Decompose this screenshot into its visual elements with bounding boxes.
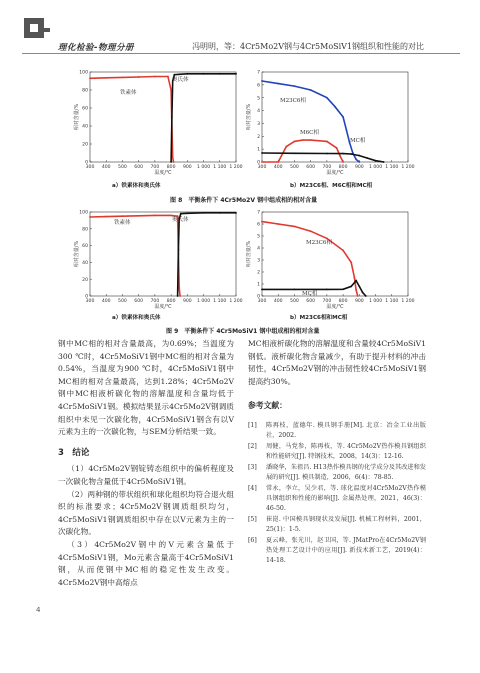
data-point [122,215,124,217]
data-point [173,74,175,76]
x-tick-label: 400 [273,165,283,170]
x-tick-label: 800 [338,165,348,170]
series-label: M23C6相 [280,98,306,104]
reference-number: [2] [248,442,257,450]
y-tick-label: 4 [257,246,260,252]
y-tick-label: 0 [85,294,88,300]
x-tick-label: 1 100 [213,299,227,304]
page-number: 4 [36,606,41,614]
plot-frame [90,212,236,296]
y-axis-label: 相对含量/% [246,103,252,131]
reference-item [248,442,426,462]
x-tick-label: 1 200 [229,165,243,170]
y-tick-label: 0 [257,160,260,166]
y-tick-label: 100 [79,70,88,76]
chart-fig8b [246,66,426,178]
conclusion-1: （1）4Cr5Mo2V钢锭铸态组织中的偏析程度及一次碳化物含量低于4Cr5MoSiV1钢。 [58,464,234,486]
series-label: 奥氏体 [172,77,189,83]
data-point [294,289,296,291]
x-tick-label: 800 [166,299,176,304]
y-tick-label: 80 [82,88,88,94]
x-tick-label: 300 [85,165,95,170]
fig9-subcaption-b: b）M23C6相和MC相 [290,315,348,321]
plot-frame [262,72,408,162]
x-tick-label: 1 000 [196,299,211,304]
series-label: 铁素体 [120,90,137,96]
data-point [178,287,180,289]
data-point [105,216,107,218]
y-tick-label: 7 [257,70,260,76]
x-tick-label: 600 [306,165,316,170]
data-point [177,295,179,297]
section-heading-conclusion: 3 结论 [58,447,90,458]
data-point [203,73,205,75]
reference-list [248,421,426,566]
data-point [167,76,169,78]
y-tick-label: 40 [82,261,88,266]
data-point [203,212,205,214]
x-tick-label: 500 [118,299,127,304]
data-point [310,139,312,141]
series-label: MC相 [350,138,366,144]
conclusion-2: （2）两种钢的带状组织和球化组织均符合退火组织的标准要求；4Cr5Mo2V钢调质组织均匀，4Cr5MoSiV1钢调质组织中存在以V元素为主的一次碳化物。 [58,489,234,537]
series-label: M23C6相 [306,240,332,246]
data-point [173,161,175,163]
data-point [294,85,296,87]
right-column [248,338,426,567]
x-tick-label: 1 100 [385,299,399,304]
data-point [355,280,357,282]
fig8-subcaption-b: b）M23C6相、M6C相和MC相 [290,183,373,189]
data-point [326,97,328,99]
reference-text: 崔崑. 中国模具钢现状及发展[J]. 机械工程材料，2001，25(1)：1-5. [266,515,426,533]
data-point [178,249,180,251]
chart-fig8a [68,66,248,178]
x-tick-label: 600 [134,299,144,304]
x-tick-label: 700 [322,299,332,304]
data-point [358,161,360,163]
chart-fig9b [246,208,426,312]
data-point [362,292,364,294]
series-label: 铁素体 [114,220,131,226]
x-tick-label: 1 000 [368,299,383,304]
data-point [336,147,338,149]
y-axis-label: 相对含量/% [74,103,80,131]
y-tick-label: 3 [257,122,260,128]
data-point [350,286,352,288]
body-paragraph-cont: MC相液析碳化物的溶解温度和含量较4Cr5MoSiV1钢低。液析碳化物含量减少，有助于提升材料的冲击韧性，4Cr5Mo2V钢的冲击韧性较4Cr5MoSiV1钢提高约30%。 [248,339,426,386]
data-point [383,161,385,163]
x-tick-label: 400 [273,299,283,304]
data-point [261,152,263,154]
left-column [58,338,234,589]
data-point [358,286,360,288]
conclusion-3: （3）4Cr5Mo2V钢中的V元素含量低于4Cr5MoSiV1钢，Mo元素含量高于4Cr5MoSiV1钢，从而使钢中MC相的稳定性发生改变。4Cr5Mo2V钢中高熔点 [58,539,234,587]
x-tick-label: 800 [166,165,176,170]
x-tick-label: 1 000 [368,165,383,170]
x-tick-label: 1 200 [401,165,415,170]
data-point [355,289,357,291]
reference-number: [5] [248,515,257,523]
data-point [261,289,263,291]
x-tick-label: 900 [182,165,192,170]
data-point [277,161,279,163]
running-title: 冯明明，等：4Cr5Mo2V钢与4Cr5MoSiV1钢组织和性能的对比 [192,42,425,51]
data-point [342,250,344,252]
x-tick-label: 600 [306,299,316,304]
series-label: M6C相 [300,130,319,136]
data-point [367,157,369,159]
x-axis-label: 温度/℃ [326,170,344,176]
reference-number: [4] [248,484,257,492]
data-point [179,295,181,297]
data-point [186,212,188,214]
journal-name: 理化检验-物理分册 [58,43,135,53]
y-tick-label: 0 [85,160,88,166]
y-tick-label: 100 [79,210,88,216]
reference-number: [1] [248,421,257,429]
y-tick-label: 4 [257,109,260,115]
data-point [375,160,377,162]
data-point [277,223,279,225]
data-point [342,161,344,163]
data-point [326,141,328,143]
reference-text: 夏云峰，张光川，赵卫国，等. JMatPro在4Cr5Mo2V钢热处理工艺设计中的应用[J]. 新技术新工艺，2019(4)：14-18. [266,536,426,564]
data-point [235,73,237,75]
data-point [302,139,304,141]
y-tick-label: 5 [257,96,260,102]
data-point [342,153,344,155]
x-tick-label: 800 [338,299,348,304]
data-point [180,213,182,215]
data-point [358,155,360,157]
reference-number: [3] [248,463,257,471]
reference-text: 常永，李立，吴少君，等. 球化温度对4Cr5Mo2V热作模具钢组织和性能的影响[J]. 金属热处理，2021，46(3)：46-50. [266,484,426,512]
data-point [294,152,296,154]
y-tick-label: 3 [257,258,260,264]
x-axis-label: 温度/℃ [326,304,344,310]
series-label: MC相 [302,291,318,297]
y-tick-label: 5 [257,234,260,240]
series-line [262,140,343,162]
data-point [171,116,173,118]
fig9-subcaption-a: a）铁素体和奥氏体 [112,315,161,321]
series-line [262,222,358,296]
data-point [89,216,91,218]
x-tick-label: 700 [322,165,332,170]
data-point [170,214,172,216]
x-tick-label: 1 000 [196,165,211,170]
references-heading: 参考文献： [248,401,287,411]
data-point [172,157,174,159]
y-tick-label: 20 [82,142,88,148]
x-tick-label: 900 [354,165,364,170]
y-tick-label: 1 [257,147,260,153]
data-point [350,153,352,155]
y-tick-label: 60 [82,244,88,250]
data-point [365,295,367,297]
x-tick-label: 500 [290,299,299,304]
series-label: 奥氏体 [172,217,189,223]
y-tick-label: 60 [82,106,88,112]
chart-fig9a [68,208,248,312]
reference-item [248,484,426,514]
x-tick-label: 700 [150,299,160,304]
data-point [350,262,352,264]
y-tick-label: 20 [82,277,88,283]
x-axis-label: 温度/℃ [154,170,172,176]
series-line [178,213,236,296]
data-point [154,76,156,78]
y-axis-label: 相对含量/% [74,240,80,268]
data-point [339,155,341,157]
series-line [90,215,180,296]
data-point [285,146,287,148]
series-line [171,74,236,162]
data-point [219,212,221,214]
series-line [262,81,359,162]
plot-frame [90,72,236,162]
data-point [342,116,344,118]
y-axis-label: 相对含量/% [246,240,252,268]
x-tick-label: 300 [85,299,95,304]
body-paragraph: 钢中MC相的相对含量最高，为0.69%；当温度为300 ℃时，4Cr5MoSiV1钢中MC相的相对含量为0.54%，当温度为900 ℃时，4Cr5MoSiV1钢中MC相的相对含量最高，达到1.28%；4Cr5Mo2V钢中MC相液析碳化物的溶解温度和含量均低于4Cr5MoSiV1钢。模拟结果显示4Cr5Mo2V钢调质组织中未见一次碳化物，4Cr5MoSiV1钢含有以V元素为主的一次碳化物，与SEM分析结果一致。 [58,339,234,437]
reference-item [248,463,426,483]
x-tick-label: 1 200 [229,299,243,304]
y-tick-label: 0 [257,294,260,300]
fig8-subcaption-a: a）铁素体和奥氏体 [112,183,161,189]
data-point [354,277,356,279]
y-tick-label: 2 [257,134,260,140]
x-tick-label: 1 200 [401,299,415,304]
data-point [261,221,263,223]
x-axis-label: 温度/℃ [154,304,172,310]
y-tick-label: 1 [257,282,260,288]
x-tick-label: 700 [150,165,160,170]
y-tick-label: 7 [257,210,260,216]
x-tick-label: 500 [290,165,299,170]
data-point [326,153,328,155]
reference-item [248,515,426,535]
data-point [357,295,359,297]
y-tick-label: 40 [82,124,88,130]
data-point [342,288,344,290]
journal-logo-icon [22,14,52,44]
data-point [105,77,107,79]
x-tick-label: 300 [257,299,267,304]
reference-text: 陈再枝，蓝德年. 模具钢手册[M]. 北京：冶金工业出版社，2002. [266,421,426,439]
data-point [178,73,180,75]
fig9-caption: 图 9 平衡条件下 4Cr5MoSiV1 钢中组成相的相对含量 [166,328,320,335]
data-point [277,83,279,85]
data-point [89,77,91,79]
data-point [294,226,296,228]
x-tick-label: 400 [101,165,111,170]
x-tick-label: 600 [134,165,144,170]
data-point [310,89,312,91]
x-tick-label: 900 [354,299,364,304]
reference-item [248,536,426,566]
y-tick-label: 80 [82,227,88,233]
data-point [310,230,312,232]
data-point [138,76,140,78]
data-point [138,215,140,217]
reference-item [248,421,426,441]
data-point [345,129,347,131]
reference-text: 周健，马党参，陈再枝，等. 4Cr5Mo2V热作模具钢组织和性能研究[J]. 特钢技术，2008，14(3)：12-16. [266,442,426,460]
data-point [261,80,263,82]
header-rule [22,53,460,54]
data-point [154,214,156,216]
x-tick-label: 1 100 [385,165,399,170]
data-point [122,77,124,79]
data-point [355,159,357,161]
y-tick-label: 6 [257,222,260,228]
y-tick-label: 2 [257,270,260,276]
x-tick-label: 300 [257,165,267,170]
data-point [186,73,188,75]
x-tick-label: 500 [118,165,127,170]
data-point [294,141,296,143]
data-point [261,161,263,163]
data-point [326,289,328,291]
data-point [170,161,172,163]
fig8-caption: 图 8 平衡条件下 4Cr5Mo2V 钢中组成相的相对含量 [170,197,318,204]
x-tick-label: 1 100 [213,165,227,170]
data-point [235,212,237,214]
data-point [334,106,336,108]
x-tick-label: 400 [101,299,111,304]
reference-text: 潘晓华，朱祖昌. H13热作模具钢的化学成分及其改进和发展的研究[J]. 模具制造，2006，6(4)：78-85. [266,463,426,481]
x-tick-label: 900 [182,299,192,304]
y-tick-label: 6 [257,83,260,89]
reference-number: [6] [248,536,257,544]
data-point [219,73,221,75]
